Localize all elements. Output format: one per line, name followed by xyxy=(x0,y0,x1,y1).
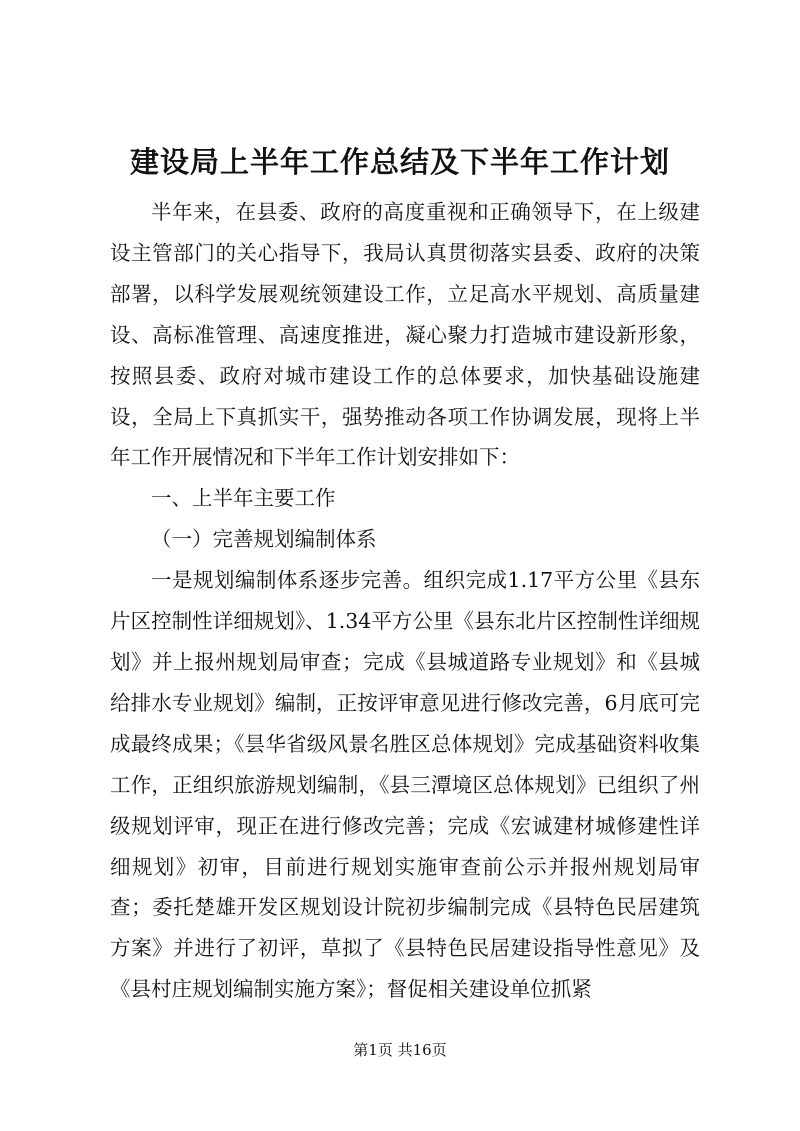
planning-paragraph: 一是规划编制体系逐步完善。组织完成1.17平方公里《县东片区控制性详细规划》、1.34平方公里《县东北片区控制性详细规划》并上报州规划局审查；完成《县城道路专业规划》和《县城给排水专业规划》编制，正按评审意见进行修改完善，6月底可完成最终成果；《昙华省级风景名胜区总体规划》完成基础资料收集工作，正组织旅游规划编制，《县三潭境区总体规划》已组织了州级规划评审，现正在进行修改完善；完成《宏诚建材城修建性详细规划》初审，目前进行规划实施审查前公示并报州规划局审查；委托楚雄开发区规划设计院初步编制完成《县特色民居建筑方案》并进行了初评，草拟了《县特色民居建设指导性意见》及《县村庄规划编制实施方案》；督促相关建设单位抓紧 xyxy=(110,568,700,1002)
document-body xyxy=(110,192,700,1010)
document-title: 建设局上半年工作总结及下半年工作计划 xyxy=(129,145,670,179)
subsection-heading: （一）完善规划编制体系 xyxy=(151,527,377,552)
page-number-footer: 第1页 共16页 xyxy=(353,1041,447,1059)
intro-paragraph: 半年来，在县委、政府的高度重视和正确领导下，在上级建设主管部门的关心指导下，我局认真贯彻落实县委、政府的决策部署，以科学发展观统领建设工作，立足高水平规划、高质量建设、高标准管理、高速度推进，凝心聚力打造城市建设新形象，按照县委、政府对城市建设工作的总体要求，加快基础设施建设，全局上下真抓实干，强势推动各项工作协调发展，现将上半年工作开展情况和下半年工作计划安排如下： xyxy=(110,200,700,470)
section-heading: 一、上半年主要工作 xyxy=(151,486,336,511)
